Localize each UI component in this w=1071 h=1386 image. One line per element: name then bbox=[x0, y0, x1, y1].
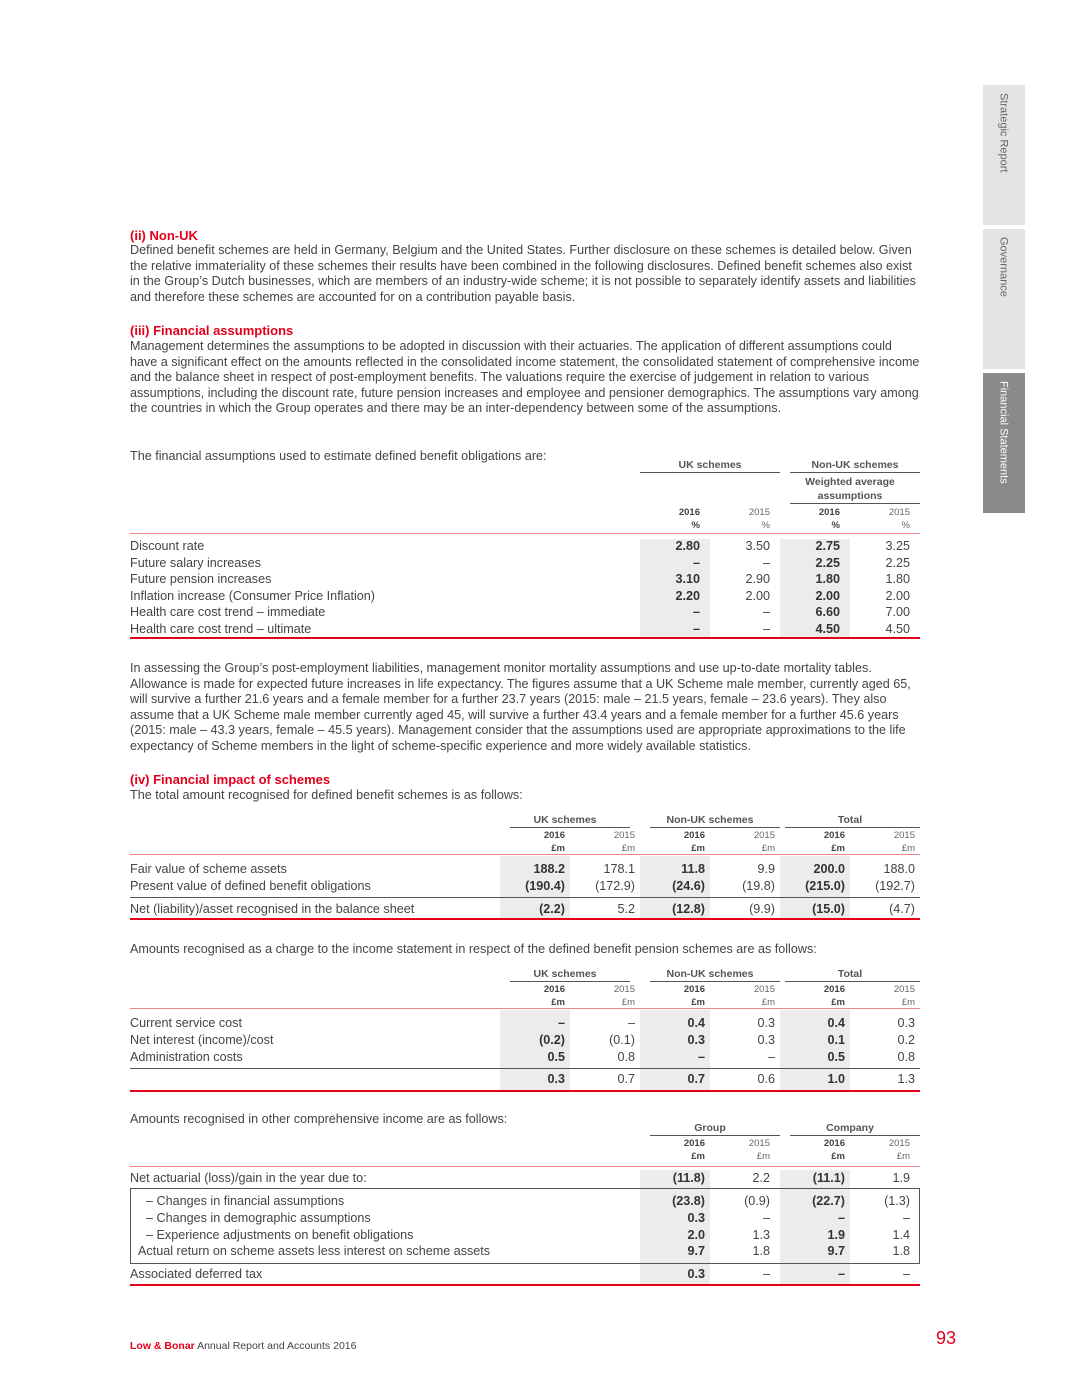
cell-value: 0.3 bbox=[757, 1033, 775, 1047]
cell-value: (192.7) bbox=[875, 879, 915, 893]
column-unit: £m bbox=[756, 1151, 770, 1162]
column-unit: £m bbox=[896, 1151, 910, 1162]
cell-value: – bbox=[837, 1267, 845, 1281]
cell-value: 1.3 bbox=[752, 1227, 770, 1242]
column-year: 2016 bbox=[823, 830, 845, 841]
cell-value: 2.00 bbox=[815, 588, 840, 603]
column-year: 2016 bbox=[823, 984, 845, 995]
page-number: 93 bbox=[936, 1328, 957, 1348]
cell-value: 9.9 bbox=[757, 862, 775, 876]
section-text-financial-assumptions: Management determines the assumptions to be adopted in discussion with their actuaries. The application of different assumptions could have a significant effect on the amounts reflected in the consolidated income statement, the consolidated statement of comprehensive income and the balance sheet in respect of post-employment benefits. The valuations require the exercise of judgement in relation to various assumptions, including the discount rate, future pension increases and employee and pensioner demographics. The assumptions vary among the countries in which the Group operates and there may be an inter-dependency between some of the assumptions. bbox=[130, 339, 920, 416]
sidebar-tab-strategic-report[interactable] bbox=[983, 85, 1025, 225]
table2-intro: The total amount recognised for defined benefit schemes is as follows: bbox=[130, 788, 523, 802]
column-year: 2015 bbox=[748, 507, 770, 518]
cell-value: 3.50 bbox=[745, 539, 770, 553]
row-label: Health care cost trend – ultimate bbox=[130, 622, 312, 636]
cell-value: 2.80 bbox=[675, 539, 700, 553]
table-row bbox=[130, 622, 920, 638]
row-label: Future pension increases bbox=[130, 572, 272, 587]
table-row bbox=[130, 1244, 920, 1260]
row-label: Health care cost trend – immediate bbox=[130, 605, 326, 620]
cell-value: 11.8 bbox=[681, 862, 705, 876]
column-year: 2016 bbox=[818, 507, 840, 518]
financial-assumptions-table bbox=[130, 455, 920, 645]
sidebar-tab-label: Strategic Report bbox=[997, 93, 1010, 173]
cell-value: (2.2) bbox=[539, 902, 565, 916]
cell-value: (0.2) bbox=[539, 1033, 565, 1047]
column-year: 2015 bbox=[888, 1138, 910, 1149]
row-label: Net (liability)/asset recognised in the balance sheet bbox=[130, 902, 415, 916]
cell-value: 7.00 bbox=[885, 605, 910, 620]
table-row bbox=[130, 572, 920, 588]
cell-value: 2.00 bbox=[885, 588, 910, 603]
cell-value: 0.3 bbox=[687, 1210, 705, 1225]
subgroup-weighted-average: Weighted average assumptions bbox=[805, 476, 895, 502]
cell-value: (19.8) bbox=[742, 879, 775, 893]
group-header-company: Company bbox=[826, 1122, 874, 1134]
row-label: Net interest (income)/cost bbox=[130, 1033, 274, 1047]
cell-value: 3.25 bbox=[885, 539, 910, 553]
cell-value: 2.00 bbox=[745, 588, 770, 603]
row-label: Present value of defined benefit obligations bbox=[130, 879, 371, 893]
cell-value: 0.3 bbox=[897, 1016, 915, 1030]
column-unit: £m bbox=[691, 843, 705, 854]
cell-value: 0.2 bbox=[897, 1033, 915, 1047]
column-year: 2015 bbox=[748, 1138, 770, 1149]
cell-value: 5.2 bbox=[617, 902, 635, 916]
section-text-non-uk: Defined benefit schemes are held in Germany, Belgium and the United States. Further disclosure on these schemes is detailed below. Given the relative immateriality of these schemes their results have been combined in the following disclosures. Defined benefit schemes also exist in the Group’s Dutch businesses, which are members of an industry-wide scheme; it is not possible to separately identify assets and liabilities and therefore these schemes are accounted for on a contribution payable basis. bbox=[130, 243, 916, 304]
group-header-non-uk: Non-UK schemes bbox=[666, 814, 754, 826]
cell-value: (9.9) bbox=[749, 902, 775, 916]
cell-value: (172.9) bbox=[595, 879, 635, 893]
cell-value: (190.4) bbox=[525, 879, 565, 893]
cell-value: (11.1) bbox=[812, 1171, 845, 1185]
column-year: 2015 bbox=[613, 830, 635, 841]
row-label: Fair value of scheme assets bbox=[130, 862, 287, 876]
cell-value: 2.25 bbox=[885, 555, 910, 570]
table-row bbox=[130, 1050, 920, 1066]
cell-value: 2.25 bbox=[815, 555, 840, 570]
cell-value: (11.8) bbox=[672, 1171, 705, 1185]
group-header-uk: UK schemes bbox=[678, 459, 742, 471]
column-year: 2015 bbox=[893, 830, 915, 841]
sidebar-tab-governance[interactable] bbox=[983, 229, 1025, 369]
table-row bbox=[130, 1211, 920, 1227]
group-header-uk: UK schemes bbox=[533, 968, 597, 980]
column-unit: £m bbox=[761, 997, 775, 1008]
column-unit: £m bbox=[761, 843, 775, 854]
column-unit: £m bbox=[831, 1151, 845, 1162]
cell-value: 1.3 bbox=[897, 1072, 915, 1086]
column-unit: £m bbox=[621, 843, 635, 854]
footer-title: Annual Report and Accounts 2016 bbox=[197, 1340, 357, 1352]
cell-value: 0.3 bbox=[687, 1033, 705, 1047]
row-label: Current service cost bbox=[130, 1016, 242, 1030]
cell-value: 0.4 bbox=[827, 1016, 845, 1030]
column-year: 2015 bbox=[753, 984, 775, 995]
column-unit: % bbox=[901, 520, 910, 531]
group-header-group: Group bbox=[694, 1122, 726, 1134]
section-heading-financial-impact: (iv) Financial impact of schemes bbox=[130, 772, 331, 787]
cell-value: 1.80 bbox=[815, 572, 840, 587]
footer-brand: Low & Bonar bbox=[130, 1340, 195, 1352]
column-unit: £m bbox=[901, 997, 915, 1008]
cell-value: 1.9 bbox=[892, 1171, 910, 1185]
row-label: Actual return on scheme assets less interest on scheme assets bbox=[138, 1244, 491, 1259]
cell-value: 2.20 bbox=[675, 588, 700, 603]
cell-value: 2.90 bbox=[745, 572, 770, 587]
cell-value: – bbox=[762, 1210, 770, 1225]
table-row bbox=[130, 605, 920, 621]
cell-value: – bbox=[902, 1210, 910, 1225]
group-header-total: Total bbox=[837, 968, 863, 980]
cell-value: (12.8) bbox=[672, 902, 705, 916]
group-header-non-uk: Non-UK schemes bbox=[666, 968, 754, 980]
cell-value: 1.0 bbox=[827, 1072, 845, 1086]
row-label: – Experience adjustments on benefit obligations bbox=[146, 1227, 414, 1242]
cell-value: – bbox=[627, 1016, 635, 1030]
table-row bbox=[130, 862, 920, 878]
cell-value: 0.3 bbox=[547, 1072, 565, 1086]
cell-value: – bbox=[762, 622, 770, 636]
table-row bbox=[130, 589, 920, 605]
column-unit: £m bbox=[901, 843, 915, 854]
row-label: Inflation increase (Consumer Price Inflation) bbox=[130, 588, 375, 603]
cell-value: 0.3 bbox=[687, 1267, 705, 1281]
column-year: 2016 bbox=[683, 984, 705, 995]
cell-value: (15.0) bbox=[812, 902, 845, 916]
cell-value: 0.6 bbox=[757, 1072, 775, 1086]
column-year: 2016 bbox=[543, 830, 565, 841]
row-label: Associated deferred tax bbox=[130, 1267, 263, 1281]
cell-value: – bbox=[762, 605, 770, 620]
section-heading-non-uk: (ii) Non-UK bbox=[130, 228, 198, 243]
cell-value: 0.3 bbox=[757, 1016, 775, 1030]
cell-value: – bbox=[762, 555, 770, 570]
cell-value: 0.5 bbox=[827, 1050, 845, 1064]
table-row bbox=[130, 1228, 920, 1244]
group-header-total: Total bbox=[837, 814, 863, 826]
table-row bbox=[130, 1194, 920, 1210]
row-label: Future salary increases bbox=[130, 555, 261, 570]
table-row bbox=[130, 539, 920, 555]
cell-value: – bbox=[692, 555, 700, 570]
cell-value: – bbox=[767, 1050, 775, 1064]
income-statement-charge-table bbox=[130, 964, 920, 1094]
column-year: 2015 bbox=[888, 507, 910, 518]
sidebar-tab-financial-statements[interactable] bbox=[983, 373, 1025, 513]
group-header-non-uk: Non-UK schemes bbox=[811, 459, 899, 471]
table-row bbox=[130, 1267, 920, 1283]
table4-intro: Amounts recognised in other comprehensive income are as follows: bbox=[130, 1112, 508, 1126]
cell-value: 1.4 bbox=[892, 1227, 910, 1242]
row-label: – Changes in demographic assumptions bbox=[146, 1210, 371, 1225]
cell-value: 0.1 bbox=[827, 1033, 845, 1047]
cell-value: – bbox=[692, 605, 700, 620]
table-row bbox=[130, 1033, 920, 1049]
column-year: 2016 bbox=[683, 1138, 705, 1149]
cell-value: – bbox=[762, 1267, 770, 1281]
column-unit: £m bbox=[691, 997, 705, 1008]
cell-value: – bbox=[837, 1210, 845, 1225]
cell-value: 0.8 bbox=[617, 1050, 635, 1064]
column-unit: £m bbox=[551, 997, 565, 1008]
sidebar-tab-label: Financial Statements bbox=[997, 381, 1010, 484]
cell-value: (4.7) bbox=[889, 902, 915, 916]
cell-value: 9.7 bbox=[827, 1244, 845, 1259]
sidebar-tab-label: Governance bbox=[997, 237, 1010, 297]
section-heading-financial-assumptions: (iii) Financial assumptions bbox=[130, 323, 294, 338]
group-header-uk: UK schemes bbox=[533, 814, 597, 826]
row-label: – Changes in financial assumptions bbox=[146, 1194, 345, 1208]
table-row bbox=[130, 556, 920, 572]
cell-value: – bbox=[902, 1267, 910, 1281]
row-label: Administration costs bbox=[130, 1050, 243, 1064]
column-unit: % bbox=[691, 520, 700, 531]
cell-value: 0.5 bbox=[547, 1050, 565, 1064]
cell-value: 188.2 bbox=[533, 862, 565, 876]
total-row bbox=[130, 902, 920, 918]
cell-value: (215.0) bbox=[805, 879, 845, 893]
cell-value: 4.50 bbox=[815, 622, 840, 636]
cell-value: 200.0 bbox=[813, 862, 845, 876]
column-year: 2015 bbox=[753, 830, 775, 841]
row-label: Net actuarial (loss)/gain in the year due to: bbox=[130, 1171, 367, 1185]
cell-value: 4.50 bbox=[885, 622, 910, 636]
column-year: 2016 bbox=[678, 507, 700, 518]
table3-intro: Amounts recognised as a charge to the income statement in respect of the defined benefit pension schemes are as follows: bbox=[130, 942, 817, 956]
table-row bbox=[130, 879, 920, 895]
column-unit: £m bbox=[831, 843, 845, 854]
cell-value: 0.8 bbox=[897, 1050, 915, 1064]
cell-value: 2.2 bbox=[752, 1171, 770, 1185]
footer bbox=[130, 1339, 356, 1355]
cell-value: (24.6) bbox=[672, 879, 705, 893]
column-unit: £m bbox=[551, 843, 565, 854]
cell-value: 3.10 bbox=[675, 572, 700, 587]
column-year: 2016 bbox=[543, 984, 565, 995]
cell-value: (1.3) bbox=[884, 1194, 910, 1208]
column-unit: £m bbox=[691, 1151, 705, 1162]
cell-value: 0.4 bbox=[687, 1016, 705, 1030]
other-comprehensive-income-table bbox=[130, 1118, 920, 1290]
cell-value: 0.7 bbox=[687, 1072, 705, 1086]
cell-value: 1.80 bbox=[885, 572, 910, 587]
column-year: 2016 bbox=[823, 1138, 845, 1149]
cell-value: 2.0 bbox=[687, 1227, 705, 1242]
cell-value: (0.1) bbox=[609, 1033, 635, 1047]
total-amount-table bbox=[130, 810, 920, 925]
cell-value: 9.7 bbox=[687, 1244, 705, 1259]
cell-value: 0.7 bbox=[617, 1072, 635, 1086]
cell-value: (22.7) bbox=[812, 1194, 845, 1208]
cell-value: – bbox=[692, 622, 700, 636]
cell-value: 1.9 bbox=[827, 1227, 845, 1242]
mortality-text: In assessing the Group’s post-employment liabilities, management monitor mortality assumptions and use up-to-date mortality tables. Allowance is made for expected future increases in life expectancy. The figures assume that a UK Scheme male member, currently aged 65, will survive a further 21.6 years and a female member for a further 23.7 years (2015: male – 21.5 years, female – 23.6 years). They also assume that a UK Scheme male member currently aged 45, will survive a further 43.4 years and a female member for a further 45.6 years (2015: male – 43.3 years, female – 45.5 years). Management consider that the assumptions used are appropriate approximations to the life expectancy of Scheme members in the light of scheme-specific experience and more widely available statistics. bbox=[130, 661, 911, 753]
table1-intro: The financial assumptions used to estimate defined benefit obligations are: bbox=[130, 449, 547, 463]
cell-value: 1.8 bbox=[892, 1244, 910, 1259]
column-year: 2016 bbox=[683, 830, 705, 841]
row-label: Discount rate bbox=[130, 539, 205, 553]
cell-value: 6.60 bbox=[815, 605, 840, 620]
cell-value: 2.75 bbox=[815, 539, 840, 553]
cell-value: 178.1 bbox=[603, 862, 635, 876]
column-unit: £m bbox=[621, 997, 635, 1008]
cell-value: (23.8) bbox=[672, 1194, 705, 1208]
column-year: 2015 bbox=[893, 984, 915, 995]
cell-value: – bbox=[557, 1016, 565, 1030]
cell-value: – bbox=[697, 1050, 705, 1064]
cell-value: 1.8 bbox=[752, 1244, 770, 1259]
column-unit: % bbox=[831, 520, 840, 531]
table-row bbox=[130, 1016, 920, 1032]
total-row bbox=[130, 1072, 920, 1088]
column-unit: % bbox=[761, 520, 770, 531]
cell-value: (0.9) bbox=[744, 1194, 770, 1208]
column-unit: £m bbox=[831, 997, 845, 1008]
cell-value: 188.0 bbox=[883, 862, 915, 876]
column-year: 2015 bbox=[613, 984, 635, 995]
table-row bbox=[130, 1171, 920, 1187]
